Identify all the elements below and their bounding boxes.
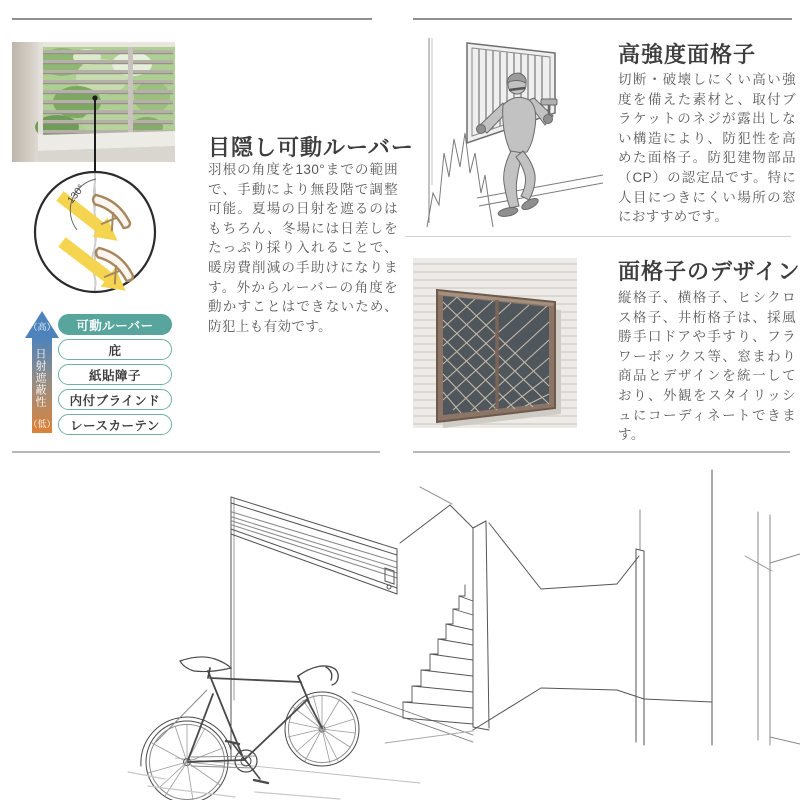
axis-low-label: （低）: [28, 419, 56, 429]
chart-item-movable-louver: 可動ルーバー: [58, 314, 172, 335]
design-section-body: 縦格子、横格子、ヒシクロス格子、井桁格子は、採風勝手口ドアや手すり、フラワーボックス等、窓まわり商品とデザインを統一しており、外観をスタイリッシュにコーディネートできます。: [618, 290, 796, 443]
security-grille-illustration: [415, 35, 605, 230]
divider-top-left: [12, 18, 372, 20]
louver-detail-diagram: [33, 170, 157, 294]
ground-strokes: [128, 772, 340, 799]
design-section-heading: 面格子のデザイン: [618, 259, 800, 284]
grille-section-heading: 高強度面格子: [618, 42, 757, 67]
window-mullion: [128, 44, 133, 140]
divider-bottom-right: [413, 451, 790, 453]
chart-item-lace-curtain: レースカーテン: [58, 414, 172, 435]
grille-section-body: 切断・破壊しにくい高い強度を備えた素材と、取付ブラケットのネジが露出しない構造により、防犯性を高めた面格子。防犯建物部品（CP）の認定品です。特に人目につきにくい場所の窓におすすめです。: [618, 72, 796, 225]
callout-connector-line: [94, 99, 96, 171]
divider-mid-right: [405, 236, 791, 237]
louver-slats: [40, 50, 173, 134]
axis-high-label: （高）: [28, 322, 56, 332]
wall-window-band: [231, 497, 397, 760]
axis-label: 日射遮蔽性: [34, 348, 46, 408]
chart-item-eaves: 庇: [58, 339, 172, 360]
louver-section-body: 羽根の角度を130°までの範囲で、手動により無段階で調整可能。夏場の日射を遮るのはもちろん、冬場には日差しをたっぷり採り入れることで、暖房費削減の手助けになります。外からルーバーの角度を動かすことはできないため、防犯上も有効です。: [208, 162, 398, 334]
stairwell-and-hallway: [400, 470, 800, 745]
bush-outline: [427, 133, 493, 227]
handlebar: [298, 666, 338, 685]
divider-bottom-left: [12, 451, 380, 453]
bicycle-drawing: [141, 657, 359, 800]
lattice-window-photo: [413, 258, 577, 428]
shading-chart-items: [58, 314, 172, 439]
divider-top-right: [413, 18, 792, 20]
chart-item-blind: 内付ブラインド: [58, 389, 172, 410]
louver-section-heading: 目隠し可動ルーバー: [208, 135, 414, 160]
hammer-icon: [541, 99, 557, 105]
ledge: [477, 175, 603, 206]
exterior-sketch: [120, 455, 800, 800]
chart-item-shoji: 紙貼障子: [58, 364, 172, 385]
saddle: [180, 657, 231, 672]
angle-label: 130°: [65, 182, 88, 206]
